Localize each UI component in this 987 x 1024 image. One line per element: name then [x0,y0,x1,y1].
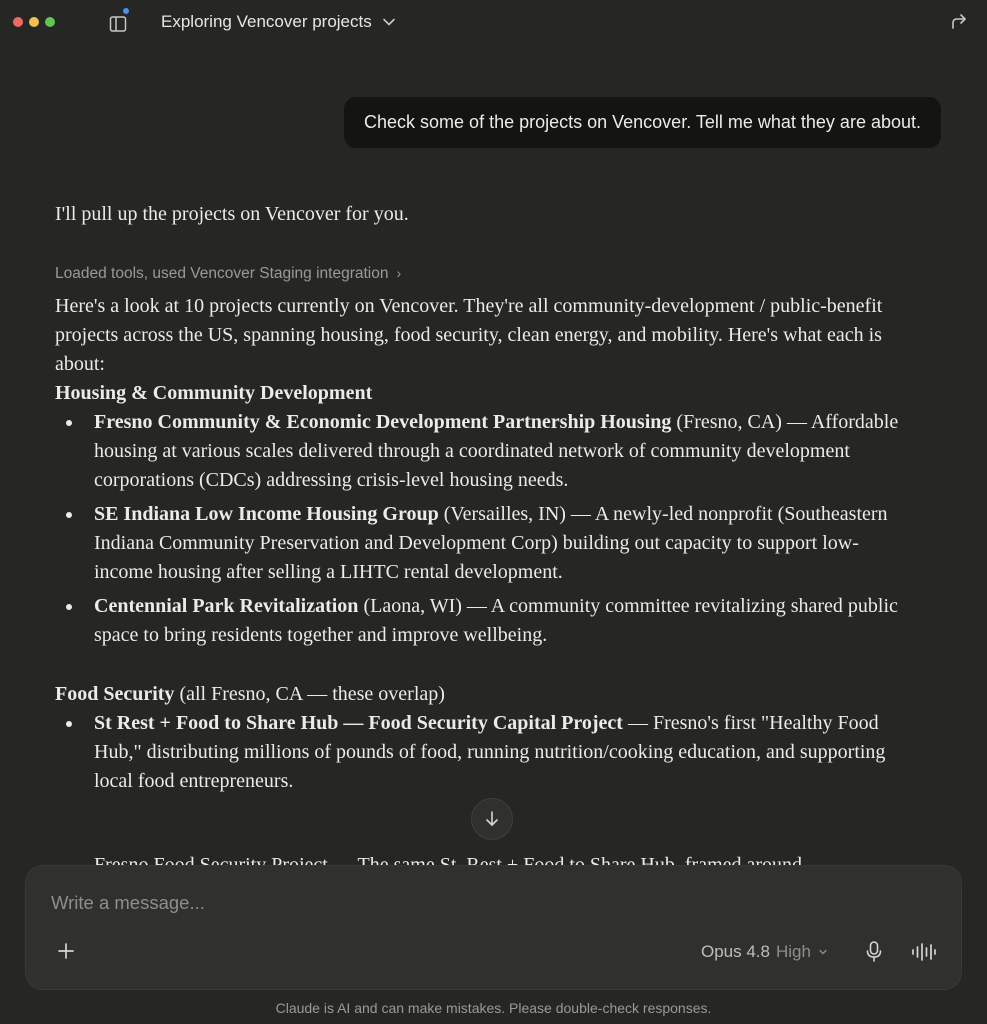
close-window-button[interactable] [13,17,23,27]
food-project-list [55,709,905,796]
voice-mode-button[interactable] [911,941,937,963]
maximize-window-button[interactable] [45,17,55,27]
effort-level: High [776,942,811,961]
section-heading-housing: Housing & Community Development [55,382,373,404]
message-input[interactable]: Write a message... [51,892,205,913]
chat-title-dropdown[interactable] [161,12,396,32]
arrow-down-icon [484,810,500,828]
project-name: SE Indiana Low Income Housing Group [94,503,439,525]
chevron-down-icon [382,15,396,29]
sidebar-icon [109,15,127,33]
plus-icon [56,941,76,961]
project-description: (Versailles, IN) — A newly-led nonprofit (Southeastern Indiana Community Preservation and Development Corp) building out capacity to support low-income housing after selling a LIHTC rental development. [94,503,888,583]
scroll-to-bottom-button[interactable] [471,798,513,840]
waveform-icon [911,941,937,963]
project-description: (Fresno, CA) — Affordable housing at various scales delivered through a coordinated network of community development corporations (CDCs) addressing crisis-level housing needs. [94,411,899,491]
chevron-right-icon: › [396,265,402,281]
user-message-text: Check some of the projects on Vencover. Tell me what they are about. [364,112,921,132]
share-arrow-icon [949,12,969,32]
project-name: Centennial Park Revitalization [94,595,359,617]
model-name: Opus 4.8 [701,942,770,961]
list-item [94,592,905,650]
project-name: St Rest + Food to Share Hub — Food Security Capital Project [94,712,623,734]
dictation-button[interactable] [864,940,886,964]
disclaimer-text: Claude is AI and can make mistakes. Please double-check responses. [275,1000,712,1016]
list-item [94,408,905,495]
notification-dot [123,8,129,14]
message-composer [25,865,962,990]
tools-used-label: Loaded tools, used Vencover Staging integration [55,265,389,282]
section-heading-food-security: Food Security (all Fresno, CA — these overlap) [55,683,445,705]
microphone-icon [864,940,884,964]
section-note: (all Fresno, CA — these overlap) [174,683,445,705]
list-item [94,709,905,796]
window-controls [13,17,55,27]
tools-used-toggle[interactable] [55,263,905,284]
title-bar [0,0,987,46]
chat-title: Exploring Vencover projects [161,12,372,31]
housing-project-list [55,408,905,650]
minimize-window-button[interactable] [29,17,39,27]
cutoff-list-item [94,855,802,865]
project-description: — Fresno's first "Healthy Food Hub," distributing millions of pounds of food, running nutrition/cooking education, and supporting local food entrepreneurs. [94,712,886,792]
chevron-down-icon [817,946,829,958]
share-button[interactable] [949,12,971,34]
project-name: Fresno Community & Economic Development Partnership Housing [94,411,672,433]
list-item [94,500,905,587]
project-description: (Laona, WI) — A community committee revitalizing shared public space to bring residents together and improve wellbeing. [94,595,898,646]
add-attachment-button[interactable] [56,941,78,963]
assistant-intro: I'll pull up the projects on Vencover for you. [55,203,409,225]
sidebar-toggle-button[interactable] [108,13,128,33]
user-message-bubble [344,97,941,148]
assistant-message [55,200,905,801]
model-selector[interactable] [701,942,829,962]
assistant-summary: Here's a look at 10 projects currently on Vencover. They're all community-development / public-benefit projects across the US, spanning housing, food security, clean energy, and mobility. Here's what each is about: [55,295,883,375]
